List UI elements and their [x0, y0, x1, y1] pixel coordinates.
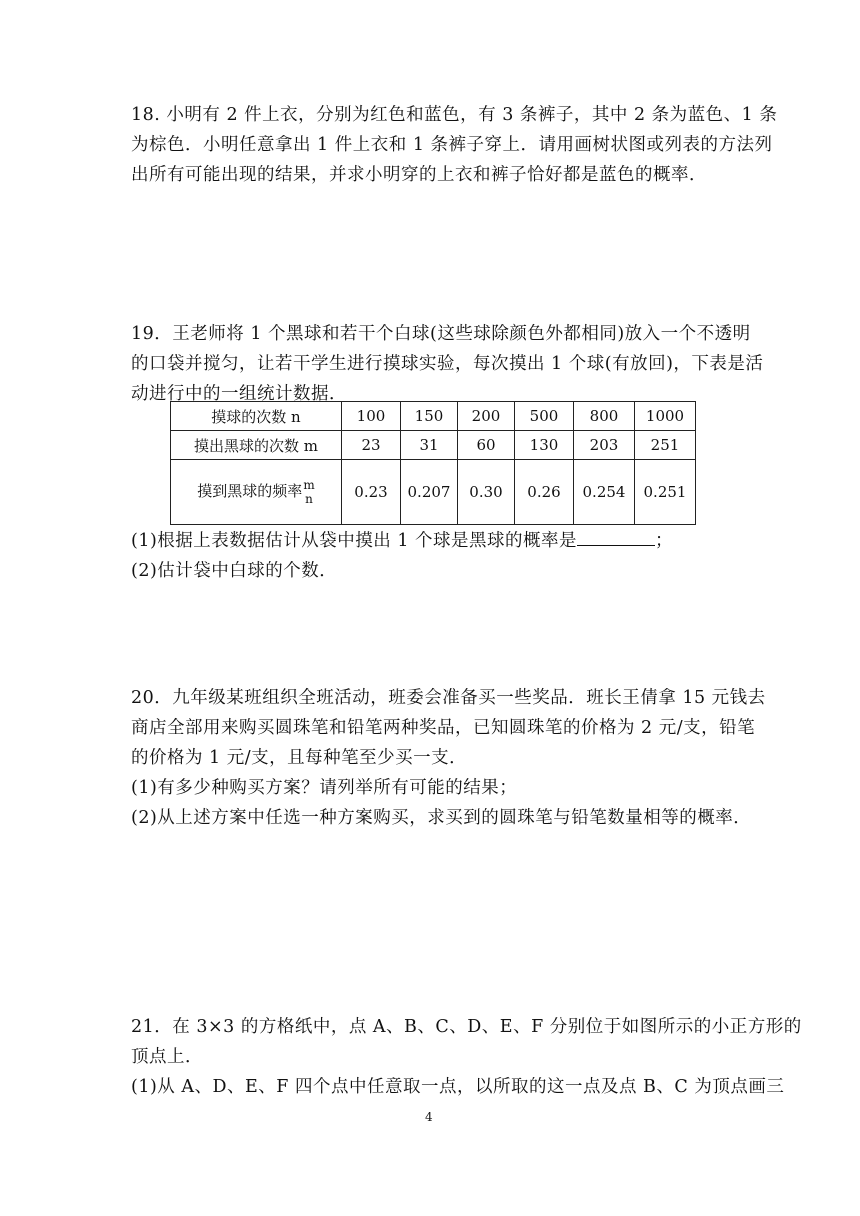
- table-cell: 203: [574, 431, 635, 460]
- table-cell: 摸出黑球的次数 m: [171, 431, 342, 460]
- table-cell: 1000: [635, 402, 696, 431]
- table-cell: 0.254: [574, 460, 635, 525]
- question-18: [131, 100, 777, 190]
- table-cell: 100: [342, 402, 401, 431]
- table-cell: 23: [342, 431, 401, 460]
- table-cell: 200: [458, 402, 515, 431]
- page-number: 4: [425, 1110, 433, 1124]
- table-cell: 251: [635, 431, 696, 460]
- q19-line-3: 动进行中的一组统计数据．: [131, 384, 347, 404]
- q20-line-1: 20．九年级某班组织全班活动，班委会准备买一些奖品．班长王倩拿 15 元钱去: [131, 688, 766, 708]
- table-cell: 60: [458, 431, 515, 460]
- table-cell: 130: [515, 431, 574, 460]
- q19-sub2: (2)估计袋中白球的个数．: [131, 561, 338, 581]
- table-cell: 500: [515, 402, 574, 431]
- table-row: [171, 431, 696, 460]
- table-cell: 31: [401, 431, 458, 460]
- question-19: [131, 319, 763, 409]
- table-cell: 0.251: [635, 460, 696, 525]
- q21-line-1: 21．在 3×3 的方格纸中，点 A、B、C、D、E、F 分别位于如图所示的小正方形的: [131, 1017, 802, 1037]
- q19-line-2: 的口袋并搅匀，让若干学生进行摸球实验，每次摸出 1 个球(有放回)，下表是活: [131, 354, 764, 374]
- table-row: [171, 402, 696, 431]
- table-cell: 0.26: [515, 460, 574, 525]
- answer-blank[interactable]: [577, 527, 655, 546]
- q21-line-3: (1)从 A、D、E、F 四个点中任意取一点，以所取的这一点及点 B、C 为顶点画三: [131, 1077, 785, 1097]
- q20-line-3: 的价格为 1 元/支，且每种笔至少买一支．: [131, 748, 468, 768]
- table-cell-frequency-label: [171, 460, 342, 525]
- statistics-table: [170, 401, 696, 525]
- q19-line-1: 19．王老师将 1 个黑球和若干个白球(这些球除颜色外都相同)放入一个不透明: [131, 324, 751, 344]
- q18-line-3: 出所有可能出现的结果，并求小明穿的上衣和裤子恰好都是蓝色的概率．: [131, 165, 707, 185]
- table-cell: 0.207: [401, 460, 458, 525]
- table-cell: 0.30: [458, 460, 515, 525]
- table-cell: 800: [574, 402, 635, 431]
- q21-line-2: 顶点上．: [131, 1047, 203, 1067]
- q19-sub1: [131, 526, 673, 556]
- q20-line-2: 商店全部用来购买圆珠笔和铅笔两种奖品，已知圆珠笔的价格为 2 元/支，铅笔: [131, 718, 756, 738]
- question-19-subparts: [131, 526, 673, 586]
- fraction-m-over-n: [303, 478, 314, 506]
- fraction-denominator: n: [305, 492, 313, 506]
- table-cell: 摸球的次数 n: [171, 402, 342, 431]
- q19-sub1-end: ；: [655, 531, 674, 551]
- table-cell: 0.23: [342, 460, 401, 525]
- table-cell: 150: [401, 402, 458, 431]
- q20-line-4: (1)有多少种购买方案？请列举所有可能的结果；: [131, 778, 518, 798]
- question-21: [131, 1012, 802, 1102]
- q18-line-1: 18. 小明有 2 件上衣，分别为红色和蓝色，有 3 条裤子，其中 2 条为蓝色、1 条: [131, 105, 778, 125]
- q19-sub1-text: (1)根据上表数据估计从袋中摸出 1 个球是黑球的概率是: [131, 531, 578, 551]
- q18-line-2: 为棕色．小明任意拿出 1 件上衣和 1 条裤子穿上．请用画树状图或列表的方法列: [131, 135, 773, 155]
- question-20: [131, 683, 766, 833]
- table-row: [171, 460, 696, 525]
- frequency-label: 摸到黑球的频率: [197, 482, 303, 500]
- fraction-numerator: m: [303, 478, 315, 492]
- q20-line-5: (2)从上述方案中任选一种方案购买，求买到的圆珠笔与铅笔数量相等的概率．: [131, 808, 752, 828]
